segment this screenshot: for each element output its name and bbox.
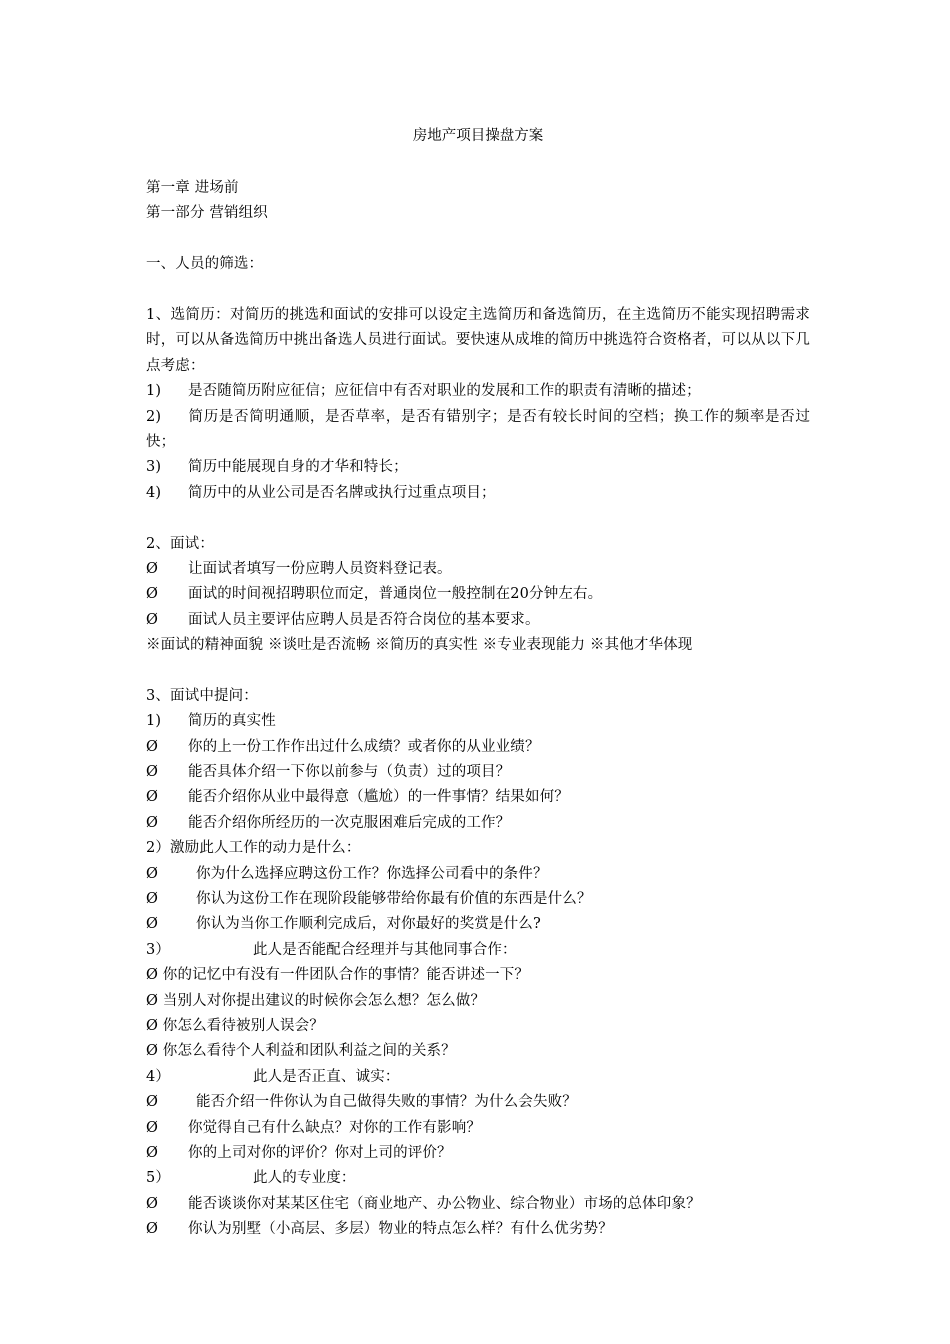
list-item-text: 简历中能展现自身的才华和特长；	[188, 459, 408, 476]
bullet-icon: Ø	[146, 560, 159, 577]
list-marker: 5）	[146, 1170, 171, 1187]
list-item-text: 你的上司对你的评价？你对上司的评价？	[188, 1144, 452, 1161]
list-item: Ø 你怎么看待个人利益和团队利益之间的关系？	[146, 1043, 456, 1060]
list-marker: 3）	[146, 941, 171, 958]
list-item-text: 面试人员主要评估应聘人员是否符合岗位的基本要求。	[188, 611, 540, 628]
blank-line	[146, 506, 810, 531]
list-item	[146, 887, 810, 912]
document-body	[146, 176, 810, 1242]
list-item	[146, 811, 810, 836]
chapter-heading: 第一章 进场前	[146, 180, 239, 196]
list-item	[146, 582, 810, 607]
bullet-icon: Ø	[146, 814, 159, 831]
list-item-text: 让面试者填写一份应聘人员资料登记表。	[188, 560, 452, 577]
list-item-text: 简历的真实性	[188, 713, 276, 730]
list-marker: 2)	[146, 408, 162, 425]
list-item	[146, 1141, 810, 1166]
question-group-title	[146, 1166, 810, 1191]
list-item	[146, 912, 810, 937]
bullet-icon: Ø	[146, 865, 159, 882]
list-item-text: 能否谈谈你对某某区住宅（商业地产、办公物业、综合物业）市场的总体印象？	[188, 1195, 701, 1212]
bullet-icon: Ø	[146, 1119, 159, 1136]
questions-heading: 3、面试中提问：	[146, 687, 258, 704]
list-item-text: 你觉得自己有什么缺点？对你的工作有影响？	[188, 1119, 481, 1136]
list-item: Ø 当别人对你提出建议的时候你会怎么想？怎么做？	[146, 992, 486, 1009]
list-item-text: 能否介绍你从业中最得意（尴尬）的一件事情？结果如何？	[188, 789, 569, 806]
list-item-text: 面试的时间视招聘职位而定，普通岗位一般控制在20分钟左右。	[188, 586, 603, 603]
list-item: Ø 你怎么看待被别人误会？	[146, 1017, 324, 1034]
list-item-text: 你的上一份工作作出过什么成绩？或者你的从业业绩？	[188, 738, 540, 755]
bullet-icon: Ø	[146, 1094, 159, 1111]
question-group-title	[146, 709, 810, 734]
resume-intro-paragraph: 1、选简历：对简历的挑选和面试的安排可以设定主选简历和备选简历，在主选简历不能实现招聘需求时，可以从备选简历中挑出备选人员进行面试。要快速从成堆的简历中挑选符合资格者，可以从以下几点考虑：	[146, 306, 810, 374]
list-marker: 4）	[146, 1068, 171, 1085]
list-item	[146, 1217, 810, 1242]
list-marker: 1)	[146, 713, 162, 730]
list-item-text: 是否随简历附应征信；应征信中有否对职业的发展和工作的职责有清晰的描述；	[188, 383, 701, 400]
bullet-icon: Ø	[146, 738, 159, 755]
list-item	[146, 735, 810, 760]
list-item	[146, 760, 810, 785]
bullet-icon: Ø	[146, 586, 159, 603]
list-item: Ø 你的记忆中有没有一件团队合作的事情？能否讲述一下？	[146, 967, 530, 984]
list-item-text: 你认为别墅（小高层、多层）物业的特点怎么样？有什么优劣势？	[188, 1221, 613, 1238]
list-item-text: 此人是否能配合经理并与其他同事合作：	[253, 941, 517, 958]
bullet-icon: Ø	[146, 1221, 159, 1238]
list-item-text: 你为什么选择应聘这份工作？你选择公司看中的条件？	[196, 865, 548, 882]
part-heading: 第一部分 营销组织	[146, 205, 268, 222]
blank-line	[146, 278, 810, 303]
list-item	[146, 1116, 810, 1141]
bullet-icon: Ø	[146, 1195, 159, 1212]
list-item	[146, 1192, 810, 1217]
interview-criteria: ※面试的精神面貌 ※谈吐是否流畅 ※简历的真实性 ※专业表现能力 ※其他才华体现	[146, 637, 693, 654]
question-group-title: 2）激励此人工作的动力是什么：	[146, 840, 361, 857]
list-item-text: 简历是否简明通顺，是否草率，是否有错别字；是否有较长时间的空档；换工作的频率是否过快；	[146, 408, 810, 450]
interview-heading: 2、面试：	[146, 535, 214, 552]
bullet-icon: Ø	[146, 891, 159, 908]
list-item	[146, 608, 810, 633]
list-item-text: 此人是否正直、诚实：	[253, 1068, 400, 1085]
bullet-icon: Ø	[146, 764, 159, 781]
bullet-icon: Ø	[146, 789, 159, 806]
list-item-text: 能否介绍一件你认为自己做得失败的事情？为什么会失败？	[196, 1094, 577, 1111]
list-item	[146, 1090, 810, 1115]
list-item-text: 简历中的从业公司是否名牌或执行过重点项目；	[188, 484, 496, 501]
list-item-text: 此人的专业度：	[253, 1170, 356, 1187]
list-item	[146, 455, 810, 480]
blank-line	[146, 659, 810, 684]
question-group-title	[146, 938, 810, 963]
list-item	[146, 405, 810, 456]
list-item-text: 能否具体介绍一下你以前参与（负责）过的项目？	[188, 764, 511, 781]
list-item	[146, 785, 810, 810]
list-item	[146, 862, 810, 887]
list-marker: 3)	[146, 459, 162, 476]
document-title: 房地产项目操盘方案	[412, 128, 544, 144]
bullet-icon: Ø	[146, 916, 159, 933]
blank-line	[146, 227, 810, 252]
list-marker: 1)	[146, 383, 162, 400]
list-item-text: 你认为这份工作在现阶段能够带给你最有价值的东西是什么？	[196, 891, 592, 908]
question-group-title	[146, 1065, 810, 1090]
list-marker: 4)	[146, 484, 162, 501]
list-item-text: 能否介绍你所经历的一次克服困难后完成的工作？	[188, 814, 511, 831]
list-item-text: 你认为当你工作顺利完成后，对你最好的奖赏是什么?	[196, 916, 541, 933]
bullet-icon: Ø	[146, 611, 159, 628]
section-heading: 一、人员的筛选：	[146, 256, 264, 273]
bullet-icon: Ø	[146, 1144, 159, 1161]
list-item	[146, 379, 810, 404]
list-item	[146, 557, 810, 582]
list-item	[146, 481, 810, 506]
